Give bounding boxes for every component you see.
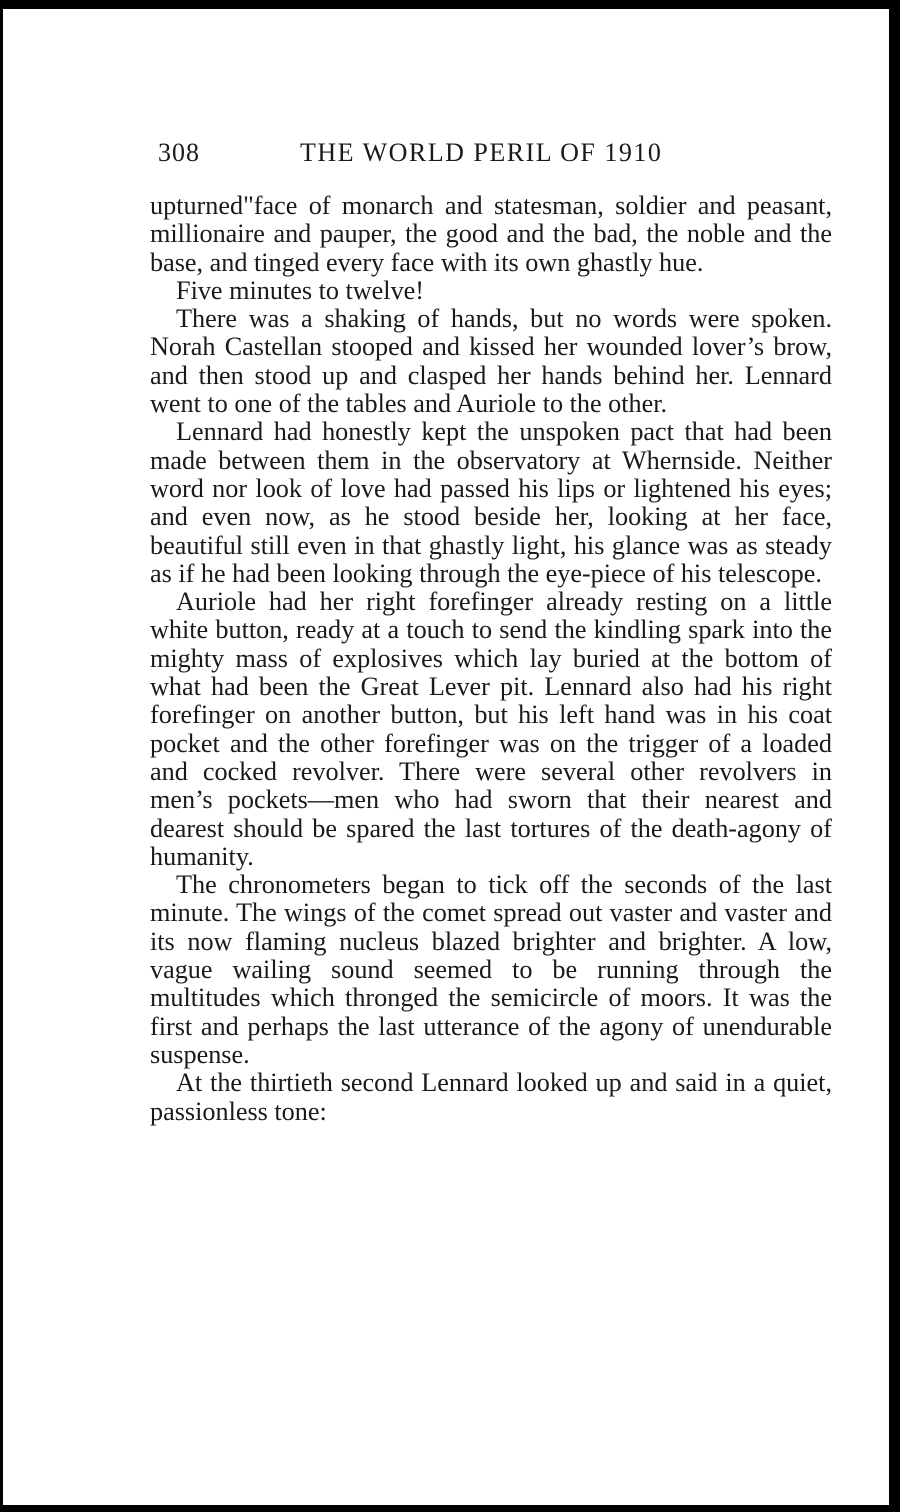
paragraph: The chronometers began to tick off the seconds of the last minute. The wings of the comet spread out vaster and vaster and its now flaming nucleus blazed brighter and brighter. A low, vague wailing sound seemed to be running through the multitudes which thronged the semicircle of moors. It was the first and perhaps the last utterance of the agony of unendurable suspense. bbox=[150, 870, 832, 1069]
paragraph: At the thirtieth second Lennard looked up and said in a quiet, passionless tone: bbox=[150, 1068, 832, 1126]
body-text bbox=[150, 192, 832, 1126]
paragraph: Five minutes to twelve! bbox=[176, 275, 425, 305]
book-page bbox=[150, 138, 832, 1126]
scan-border-left bbox=[0, 0, 3, 1512]
running-title: THE WORLD PERIL OF 1910 bbox=[300, 138, 663, 167]
paragraph-continuation: upturned"face of monarch and statesman, soldier and peasant, millionaire and pauper, the good and the bad, the noble and the base, and tinged every face with its own ghastly hue. bbox=[150, 191, 832, 277]
paragraph: There was a shaking of hands, but no words were spoken. Norah Castellan stooped and kissed her wounded lover’s brow, and then stood up and clasped her hands behind her. Lennard went to one of the tables and Auriole to the other. bbox=[150, 304, 832, 419]
scan-border-bottom bbox=[0, 1505, 900, 1512]
paragraph: Auriole had her right forefinger already resting on a little white button, ready at a touch to send the kindling spark into the mighty mass of explosives which lay buried at the bottom of what had been the Great Lever pit. Lennard also had his right forefinger on another button, but his left hand was in his coat pocket and the other forefinger was on the trigger of a loaded and cocked revolver. There were several other revolvers in men’s pockets—men who had sworn that their nearest and dearest should be spared the last tortures of the death-agony of humanity. bbox=[150, 587, 832, 871]
page-number: 308 bbox=[158, 138, 200, 167]
paragraph: Lennard had honestly kept the unspoken pact that had been made between them in the observatory at Whernside. Neither word nor look of love had passed his lips or lightened his eyes; and even now, as he stood beside her, looking at her face, beautiful still even in that ghastly light, his glance was as steady as if he had been looking through the eye-piece of his telescope. bbox=[150, 417, 832, 588]
scan-border-top bbox=[0, 0, 900, 9]
page-header bbox=[150, 138, 832, 174]
scan-border-right bbox=[889, 0, 900, 1512]
